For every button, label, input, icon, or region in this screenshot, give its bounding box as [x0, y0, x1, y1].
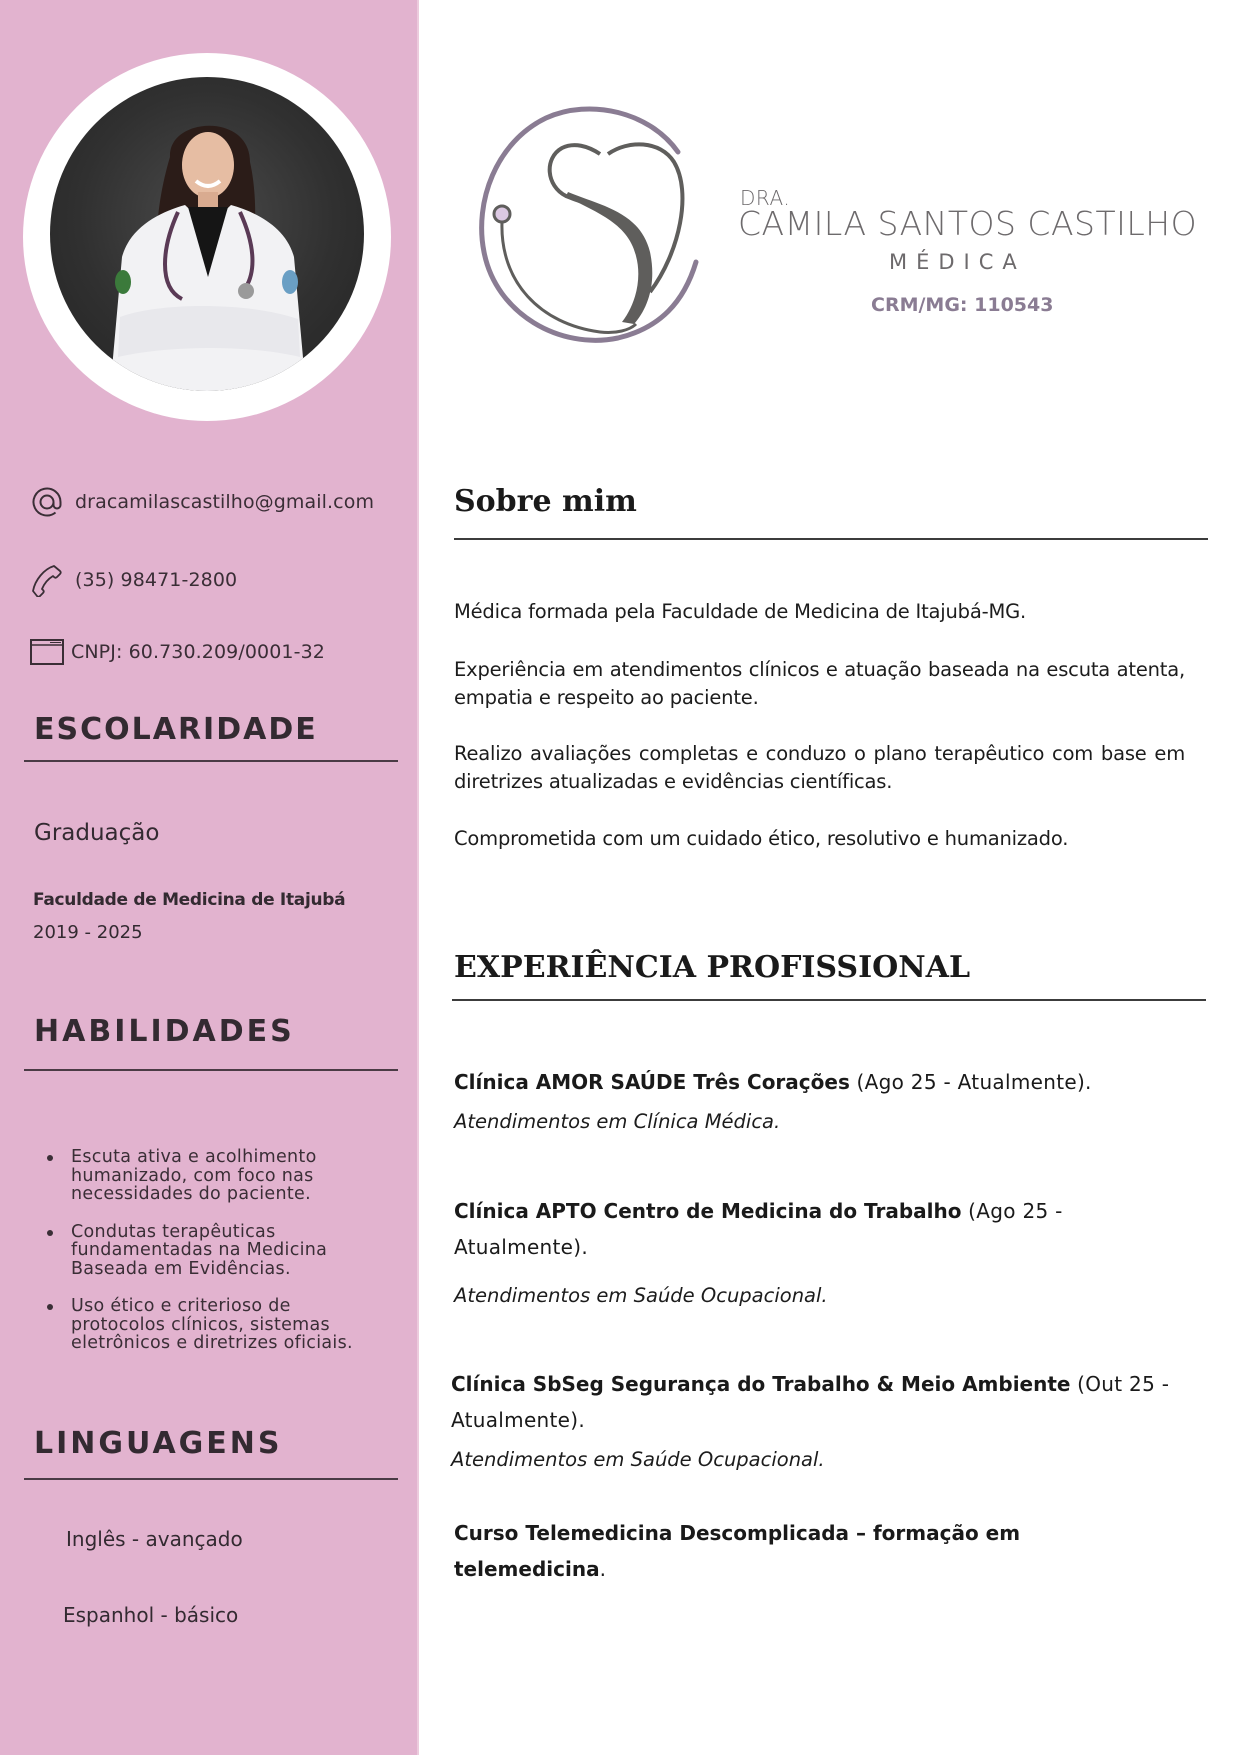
- education-heading: ESCOLARIDADE: [34, 712, 318, 747]
- phone-text: (35) 98471-2800: [75, 569, 238, 591]
- job-period: (Ago 25 - Atualmente).: [849, 1070, 1092, 1094]
- skill-item: Condutas terapêuticas fundamentadas na Medicina Baseada em Evidências.: [44, 1223, 384, 1279]
- job-description: Atendimentos em Clínica Médica.: [454, 1110, 781, 1133]
- course-title: Curso Telemedicina Descomplicada – formação em telemedicina: [454, 1521, 1021, 1581]
- course-entry: [454, 1515, 1094, 1587]
- job-employer: Clínica SbSeg Segurança do Trabalho & Meio Ambiente: [451, 1372, 1071, 1396]
- profile-photo: [50, 77, 364, 391]
- about-paragraph: Experiência em atendimentos clínicos e atuação baseada na escuta atenta, empatia e respeito ao paciente.: [454, 658, 1185, 709]
- education-school: Faculdade de Medicina de Itajubá: [33, 890, 346, 910]
- about-paragraph: Realizo avaliações completas e conduzo o plano terapêutico com base em diretrizes atualizadas e evidências científicas.: [454, 742, 1185, 793]
- job-description: Atendimentos em Saúde Ocupacional.: [451, 1448, 825, 1471]
- cnpj-text: CNPJ: 60.730.209/0001-32: [71, 641, 325, 663]
- stethoscope-heart-logo-icon: [470, 92, 730, 352]
- skills-heading: HABILIDADES: [34, 1014, 295, 1049]
- brand-name: CAMILA SANTOS CASTILHO: [738, 204, 1198, 243]
- skill-item: Uso ético e criterioso de protocolos clínicos, sistemas eletrônicos e diretrizes oficiais.: [44, 1297, 384, 1353]
- contact-phone[interactable]: [29, 562, 237, 598]
- education-divider: [24, 760, 398, 762]
- job-period: (Out 25 - Atualmente).: [451, 1372, 1170, 1432]
- skill-item: Escuta ativa e acolhimento humanizado, com foco nas necessidades do paciente.: [44, 1148, 384, 1204]
- contact-email[interactable]: [29, 484, 374, 520]
- experience-heading: EXPERIÊNCIA PROFISSIONAL: [454, 950, 971, 985]
- experience-divider: [452, 999, 1206, 1001]
- job-entry: [451, 1366, 1221, 1438]
- about-paragraph: Médica formada pela Faculdade de Medicina de Itajubá-MG.: [454, 600, 1026, 623]
- languages-divider: [24, 1478, 398, 1480]
- education-years: 2019 - 2025: [33, 922, 143, 943]
- skills-list: [44, 1148, 384, 1372]
- about-paragraph: Comprometida com um cuidado ético, resolutivo e humanizado.: [454, 827, 1069, 850]
- contact-cnpj: [29, 634, 325, 670]
- brand-crm: CRM/MG: 110543: [871, 294, 1054, 316]
- sidebar: [0, 0, 419, 1755]
- education-degree: Graduação: [34, 820, 160, 846]
- job-employer: Clínica APTO Centro de Medicina do Trabalho: [454, 1199, 962, 1223]
- about-heading: Sobre mim: [454, 484, 637, 519]
- about-divider: [454, 538, 1208, 540]
- brand-title: MÉDICA: [889, 250, 1026, 274]
- job-entry: [454, 1193, 1144, 1265]
- language-item: Espanhol - básico: [63, 1603, 239, 1627]
- job-description: Atendimentos em Saúde Ocupacional.: [454, 1284, 828, 1307]
- job-entry: [454, 1064, 1214, 1100]
- window-icon: [29, 634, 65, 670]
- job-employer: Clínica AMOR SAÚDE Três Corações: [454, 1070, 850, 1094]
- brand-prefix: DRA.: [740, 186, 791, 210]
- language-item: Inglês - avançado: [66, 1527, 243, 1551]
- languages-heading: LINGUAGENS: [34, 1426, 283, 1461]
- at-sign-icon: [29, 484, 65, 520]
- course-suffix: .: [599, 1557, 607, 1581]
- skills-divider: [24, 1069, 398, 1071]
- phone-icon: [29, 562, 65, 598]
- doctor-portrait-icon: [50, 77, 364, 391]
- email-text: dracamilascastilho@gmail.com: [75, 491, 375, 513]
- job-period: (Ago 25 - Atualmente).: [454, 1199, 1063, 1259]
